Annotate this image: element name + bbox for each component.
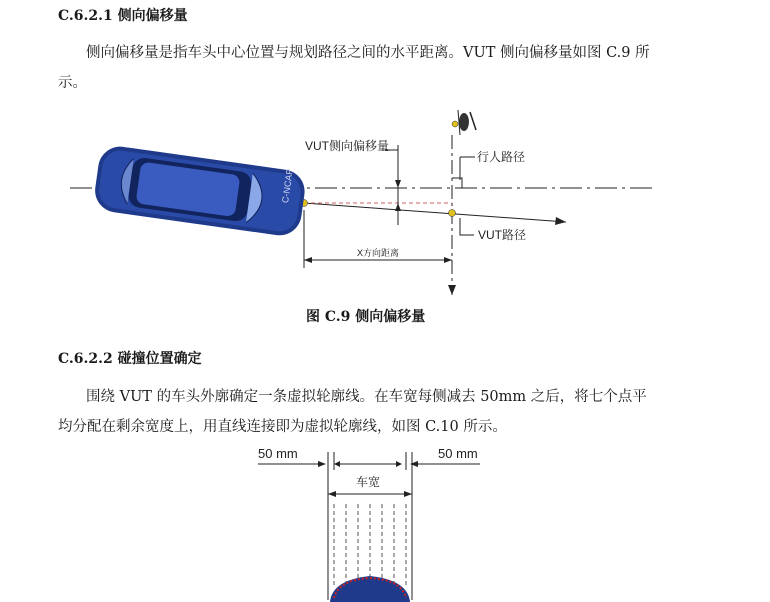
- vut-path-line: [304, 203, 566, 222]
- left-margin-label: 50 mm: [258, 446, 298, 461]
- right-margin-label: 50 mm: [438, 446, 478, 461]
- pedestrian-head-marker: [452, 121, 458, 127]
- x-distance-label: X方向距离: [357, 248, 400, 258]
- width-arrow-right: [404, 491, 412, 497]
- impact-point-marker: [449, 210, 456, 217]
- section-heading-1: C.6.2.1 侧向偏移量: [58, 8, 188, 24]
- vut-label-leader: [460, 218, 474, 235]
- offset-arrow-bottom: [395, 203, 401, 211]
- pedestrian-dummy-icon: [458, 110, 476, 135]
- vut-path-label: VUT路径: [478, 228, 527, 242]
- pedestrian-path-arrow: [448, 285, 456, 295]
- offset-arrow-top: [395, 180, 401, 188]
- paragraph-2-line-2: 均分配在剩余宽度上，用直线连接即为虚拟轮廓线，如图 C.10 所示。: [58, 419, 507, 435]
- vut-path-arrow: [555, 217, 566, 225]
- left-dim-arrow: [318, 461, 326, 467]
- inner-dim-arrow-left: [334, 461, 340, 467]
- seven-point-lines: [334, 504, 406, 588]
- pedestrian-path-label: 行人路径: [477, 150, 526, 164]
- x-arrow-right: [444, 257, 452, 263]
- paragraph-1-line-2: 示。: [58, 75, 87, 91]
- figure-c10: [0, 440, 770, 602]
- x-arrow-left: [304, 257, 312, 263]
- car-width-label: 车宽: [356, 475, 381, 489]
- car-logo-text: C-NCAP: [280, 168, 295, 204]
- inner-dim-arrow-right: [396, 461, 402, 467]
- figure-c9: [0, 100, 770, 300]
- paragraph-2-line-1: 围绕 VUT 的车头外廓确定一条虚拟轮廓线。在车宽每侧减去 50mm 之后，将七个点平: [86, 389, 647, 405]
- right-dim-arrow: [410, 461, 418, 467]
- car-front-view: [330, 576, 410, 602]
- car-top-view: [92, 142, 307, 238]
- figure-c9-caption: 图 C.9 侧向偏移量: [306, 309, 426, 325]
- paragraph-1-line-1: 侧向偏移量是指车头中心位置与规划路径之间的水平距离。VUT 侧向偏移量如图 C.9 所: [86, 45, 650, 61]
- offset-label: VUT侧向偏移量: [305, 139, 390, 153]
- section-heading-2: C.6.2.2 碰撞位置确定: [58, 351, 202, 367]
- width-arrow-left: [328, 491, 336, 497]
